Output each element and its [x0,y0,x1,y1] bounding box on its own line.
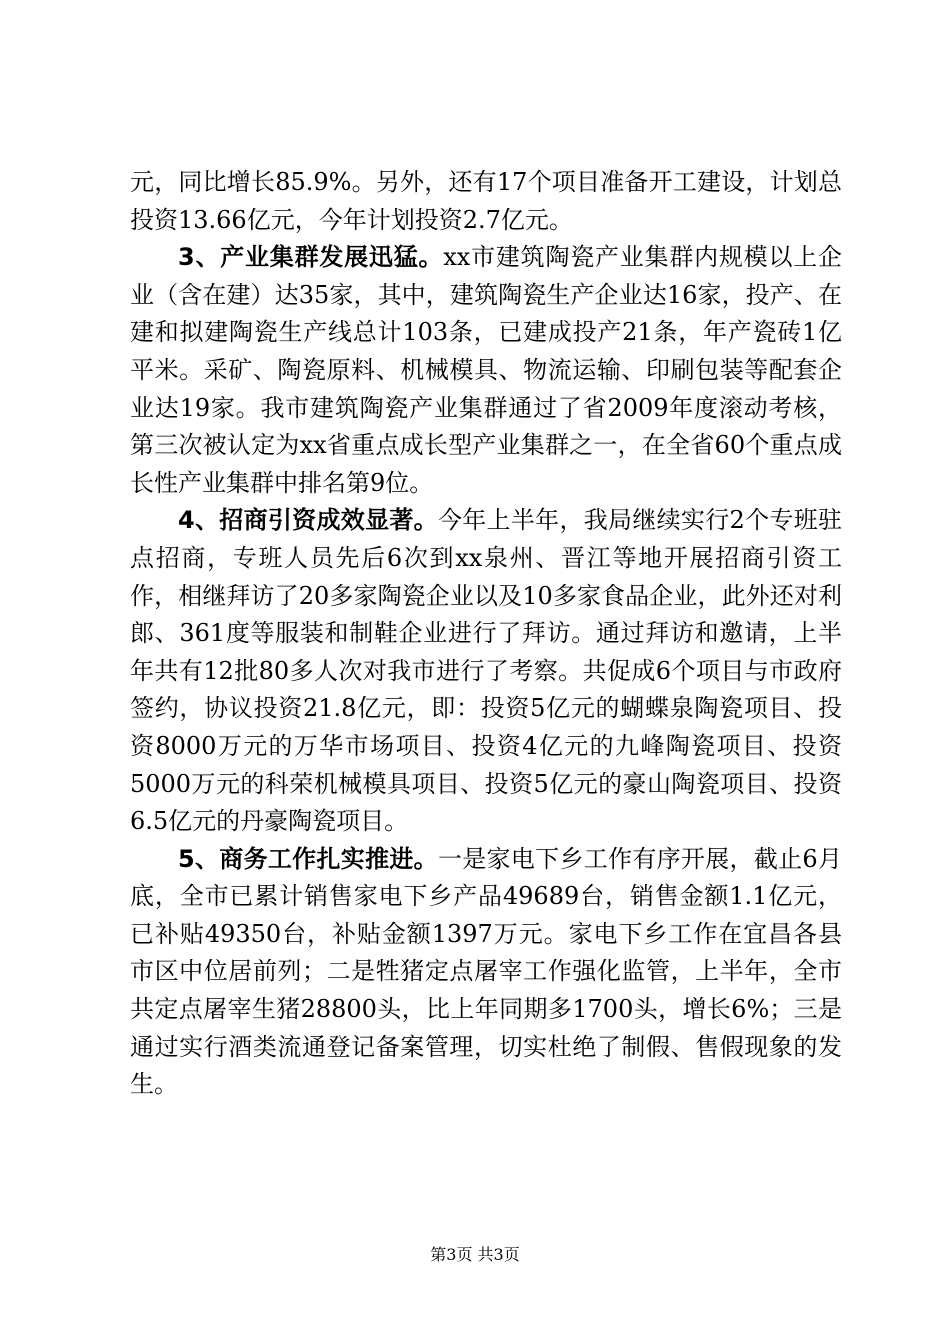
section-heading-4: 4、招商引资成效显著。 [178,506,438,535]
section-heading-3: 3、产业集群发展迅猛。 [178,243,444,272]
section-heading-5: 5、商务工作扎实推进。 [178,844,438,873]
section-paragraph-4 [130,502,842,840]
section-body-5: 一是家电下乡工作有序开展，截止6月底，全市已累计销售家电下乡产品49689台，销售金额1.1亿元，已补贴49350台，补贴金额1397万元。家电下乡工作在宜昌各县市区中位居前列；二是牲猪定点屠宰工作强化监管，上半年，全市共定点屠宰生猪28800头，比上年同期多1700头，增长6%；三是通过实行酒类流通登记备案管理，切实杜绝了制假、售假现象的发生。 [130,844,842,1099]
section-body-4: 今年上半年，我局继续实行2个专班驻点招商，专班人员先后6次到xx泉州、晋江等地开展招商引资工作，相继拜访了20多家陶瓷企业以及10多家食品企业，此外还对利郎、361度等服装和制鞋企业进行了拜访。通过拜访和邀请，上半年共有12批80多人次对我市进行了考察。共促成6个项目与市政府签约，协议投资21.8亿元，即：投资5亿元的蝴蝶泉陶瓷项目、投资8000万元的万华市场项目、投资4亿元的九峰陶瓷项目、投资5000万元的科荣机械模具项目、投资5亿元的豪山陶瓷项目、投资6.5亿元的丹豪陶瓷项目。 [130,506,842,836]
section-body-3: xx市建筑陶瓷产业集群内规模以上企业（含在建）达35家，其中，建筑陶瓷生产企业达16家，投产、在建和拟建陶瓷生产线总计103条，已建成投产21条，年产瓷砖1亿平米。采矿、陶瓷原料、机械模具、物流运输、印刷包装等配套企业达19家。我市建筑陶瓷产业集群通过了省2009年度滚动考核，第三次被认定为xx省重点成长型产业集群之一，在全省60个重点成长性产业集群中排名第9位。 [130,243,842,497]
section-paragraph-3 [130,239,842,502]
document-body [130,164,842,1104]
page-footer: 第3页 共3页 [430,1245,520,1264]
section-paragraph-5 [130,841,842,1104]
continuation-paragraph: 元，同比增长85.9%。另外，还有17个项目准备开工建设，计划总投资13.66亿元，今年计划投资2.7亿元。 [130,168,842,234]
